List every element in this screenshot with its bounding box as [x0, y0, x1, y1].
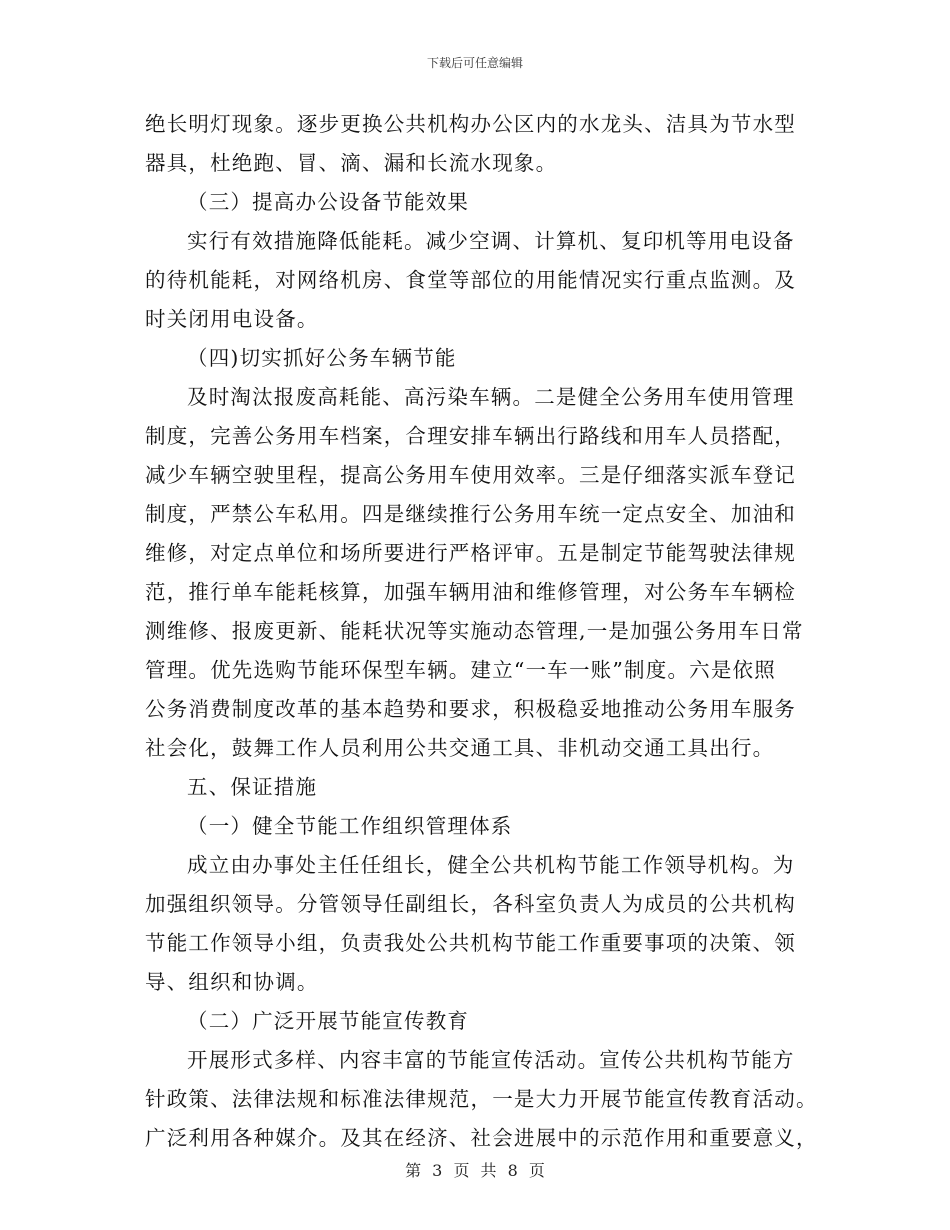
- text-line: 公务消费制度改革的基本趋势和要求，积极稳妥地推动公务用车服务: [145, 697, 796, 721]
- text-line: 针政策、法律法规和标准法律规范，一是大力开展节能宣传教育活动。: [145, 1087, 818, 1111]
- text-line: 减少车辆空驶里程，提高公务用车使用效率。三是仔细落实派车登记: [145, 463, 796, 487]
- text-line: （四)切实抓好公务车辆节能: [187, 346, 457, 370]
- page-footer: 第 3 页 共 8 页: [405, 1161, 545, 1180]
- text-line: 开展形式多样、内容丰富的节能宣传活动。宣传公共机构节能方: [187, 1048, 795, 1072]
- page-header: 下载后可任意编辑: [426, 56, 523, 70]
- text-line: 导、组织和协调。: [145, 970, 319, 994]
- text-line: 时关闭用电设备。: [145, 307, 319, 331]
- text-line: 广泛利用各种媒介。及其在经济、社会进展中的示范作用和重要意义，: [145, 1126, 818, 1150]
- text-line: 测维修、报废更新、能耗状况等实施动态管理,一是加强公务用车日常: [145, 619, 804, 643]
- text-line: 实行有效措施降低能耗。减少空调、计算机、复印机等用电设备: [187, 229, 795, 253]
- text-line: 的待机能耗，对网络机房、食堂等部位的用能情况实行重点监测。及: [145, 268, 796, 292]
- text-line: （一）健全节能工作组织管理体系: [187, 814, 513, 838]
- document-body: [145, 105, 818, 1158]
- text-line: 及时淘汰报废高耗能、高污染车辆。二是健全公务用车使用管理: [187, 385, 795, 409]
- text-line: 维修，对定点单位和场所要进行严格评审。五是制定节能驾驶法律规: [145, 541, 796, 565]
- text-line: 节能工作领导小组，负责我处公共机构节能工作重要事项的决策、领: [145, 931, 796, 955]
- text-line: 成立由办事处主任任组长，健全公共机构节能工作领导机构。为: [187, 853, 795, 877]
- text-line: 制度，严禁公车私用。四是继续推行公务用车统一定点安全、加油和: [145, 502, 796, 526]
- text-line: 管理。优先选购节能环保型车辆。建立“一车一账”制度。六是依照: [145, 658, 776, 682]
- text-line: （二）广泛开展节能宣传教育: [187, 1009, 470, 1033]
- text-line: 加强组织领导。分管领导任副组长，各科室负责人为成员的公共机构: [145, 892, 796, 916]
- text-line: 器具，杜绝跑、冒、滴、漏和长流水现象。: [145, 151, 558, 175]
- text-line: 五、保证措施: [187, 775, 318, 799]
- text-line: 范，推行单车能耗核算，加强车辆用油和维修管理，对公务车车辆检: [145, 580, 796, 604]
- text-line: （三）提高办公设备节能效果: [187, 190, 470, 214]
- text-line: 社会化，鼓舞工作人员利用公共交通工具、非机动交通工具出行。: [145, 736, 775, 760]
- text-line: 制度，完善公务用车档案，合理安排车辆出行路线和用车人员搭配，: [145, 424, 796, 448]
- text-line: 绝长明灯现象。逐步更换公共机构办公区内的水龙头、洁具为节水型: [145, 112, 796, 136]
